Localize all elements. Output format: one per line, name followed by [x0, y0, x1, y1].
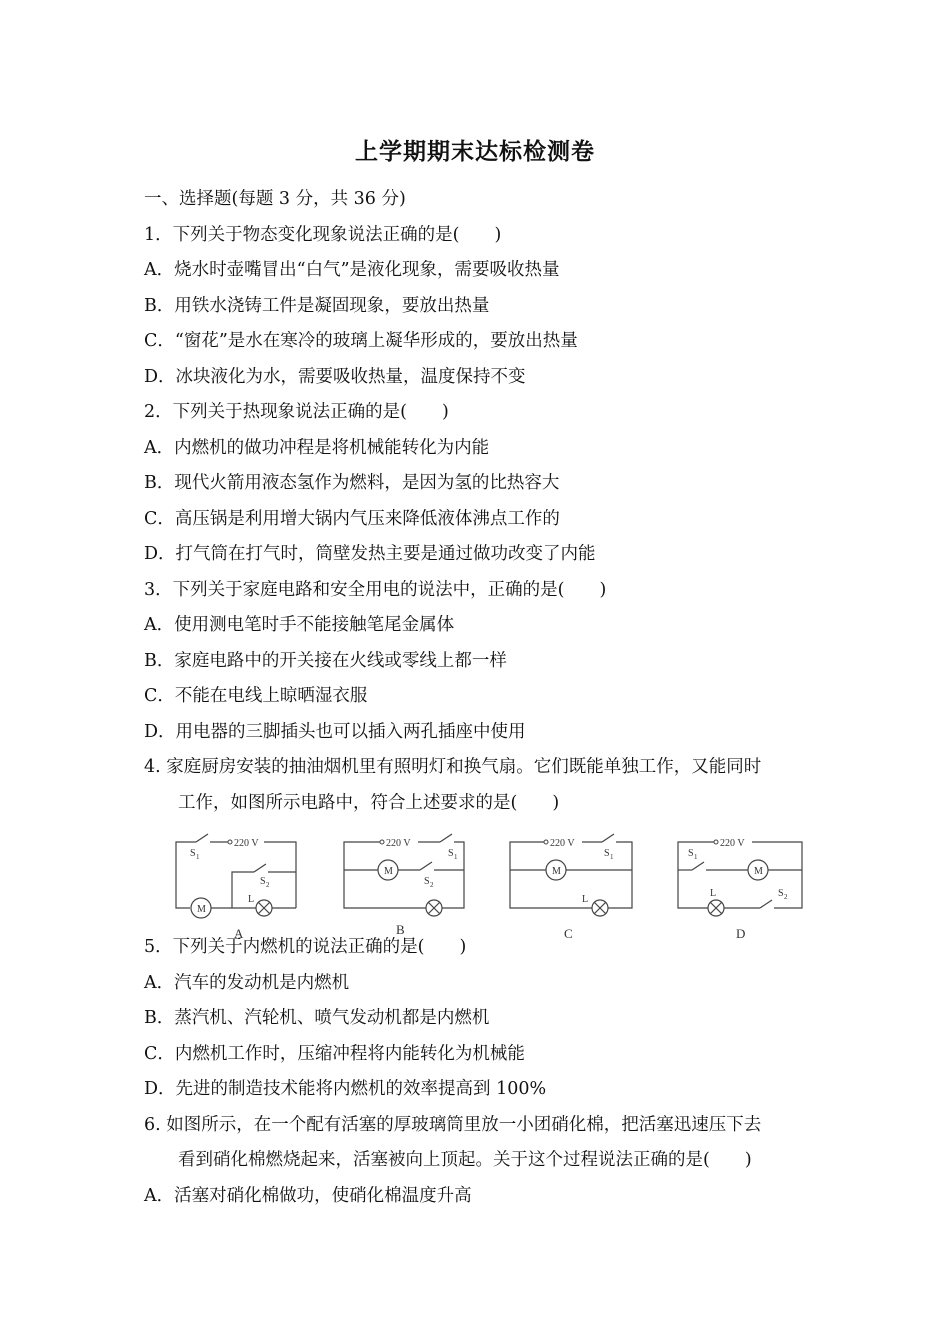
svg-text:S: S: [778, 888, 784, 899]
page-title: 上学期期末达标检测卷: [355, 139, 595, 165]
q4-stem-line2: 工作，如图所示电路中，符合上述要求的是( ): [178, 793, 560, 813]
q2-stem: 2．下列关于热现象说法正确的是( ): [144, 402, 449, 422]
q2-option-b: B．现代火箭用液态氢作为燃料，是因为氢的比热容大: [144, 473, 560, 493]
q6-stem-line2: 看到硝化棉燃烧起来，活塞被向上顶起。关于这个过程说法正确的是( ): [178, 1150, 752, 1170]
q1-option-b: B．用铁水浇铸工件是凝固现象，要放出热量: [144, 296, 490, 316]
svg-text:S: S: [688, 848, 694, 859]
q5-stem: 5．下列关于内燃机的说法正确的是( ): [144, 937, 467, 957]
svg-text:M: M: [754, 866, 763, 877]
q3-option-a: A．使用测电笔时手不能接触笔尾金属体: [144, 615, 455, 635]
circuit-b: [340, 826, 480, 941]
q3-option-b: B．家庭电路中的开关接在火线或零线上都一样: [144, 651, 507, 671]
q4-stem-line1: 4. 家庭厨房安装的抽油烟机里有照明灯和换气扇。它们既能单独工作，又能同时: [144, 757, 762, 777]
svg-text:220 V: 220 V: [386, 838, 411, 849]
circuit-d: [674, 826, 820, 941]
section-heading: 一、选择题(每题 3 分，共 36 分): [144, 189, 406, 209]
circuit-c: [506, 826, 646, 941]
svg-text:2: 2: [784, 893, 788, 901]
q2-option-a: A．内燃机的做功冲程是将机械能转化为内能: [144, 438, 490, 458]
svg-text:M: M: [552, 866, 561, 877]
svg-text:220 V: 220 V: [550, 838, 575, 849]
q5-option-c: C．内燃机工作时，压缩冲程将内能转化为机械能: [144, 1044, 525, 1064]
svg-text:1: 1: [454, 853, 458, 861]
svg-text:B: B: [396, 922, 405, 937]
svg-text:S: S: [190, 848, 196, 859]
q5-option-a: A．汽车的发动机是内燃机: [144, 973, 350, 993]
svg-text:S: S: [260, 876, 266, 887]
svg-text:2: 2: [430, 881, 434, 889]
q3-option-d: D．用电器的三脚插头也可以插入两孔插座中使用: [144, 722, 526, 742]
svg-text:1: 1: [694, 853, 698, 861]
q1-option-c: C．“窗花”是水在寒冷的玻璃上凝华形成的，要放出热量: [144, 331, 578, 351]
q1-option-a: A．烧水时壶嘴冒出“白气”是液化现象，需要吸收热量: [144, 260, 560, 280]
svg-text:S: S: [448, 848, 454, 859]
svg-text:C: C: [564, 926, 573, 941]
svg-text:A: A: [234, 926, 244, 941]
svg-text:M: M: [384, 866, 393, 877]
q2-option-c: C．高压锅是利用增大锅内气压来降低液体沸点工作的: [144, 509, 560, 529]
svg-text:2: 2: [266, 881, 270, 889]
svg-text:S: S: [604, 848, 610, 859]
svg-text:L: L: [582, 894, 589, 905]
q1-stem: 1．下列关于物态变化现象说法正确的是( ): [144, 225, 502, 245]
svg-text:220 V: 220 V: [720, 838, 745, 849]
q6-stem-line1: 6. 如图所示，在一个配有活塞的厚玻璃筒里放一小团硝化棉，把活塞迅速压下去: [144, 1115, 762, 1135]
svg-text:1: 1: [196, 853, 200, 861]
q3-option-c: C．不能在电线上晾晒湿衣服: [144, 686, 368, 706]
circuit-a: [168, 826, 308, 941]
svg-text:M: M: [197, 904, 206, 915]
q1-option-d: D．冰块液化为水，需要吸收热量，温度保持不变: [144, 367, 526, 387]
q6-option-a: A．活塞对硝化棉做功，使硝化棉温度升高: [144, 1186, 472, 1206]
q2-option-d: D．打气筒在打气时，筒壁发热主要是通过做功改变了内能: [144, 544, 596, 564]
svg-text:L: L: [248, 894, 255, 905]
q5-option-d: D．先进的制造技术能将内燃机的效率提高到 100%: [144, 1079, 547, 1099]
svg-text:1: 1: [610, 853, 614, 861]
svg-text:S: S: [424, 876, 430, 887]
svg-text:220 V: 220 V: [234, 838, 259, 849]
q5-option-b: B．蒸汽机、汽轮机、喷气发动机都是内燃机: [144, 1008, 490, 1028]
svg-text:D: D: [736, 926, 746, 941]
svg-text:L: L: [710, 888, 717, 899]
q3-stem: 3．下列关于家庭电路和安全用电的说法中，正确的是( ): [144, 580, 607, 600]
q4-circuit-diagrams: [160, 826, 820, 941]
